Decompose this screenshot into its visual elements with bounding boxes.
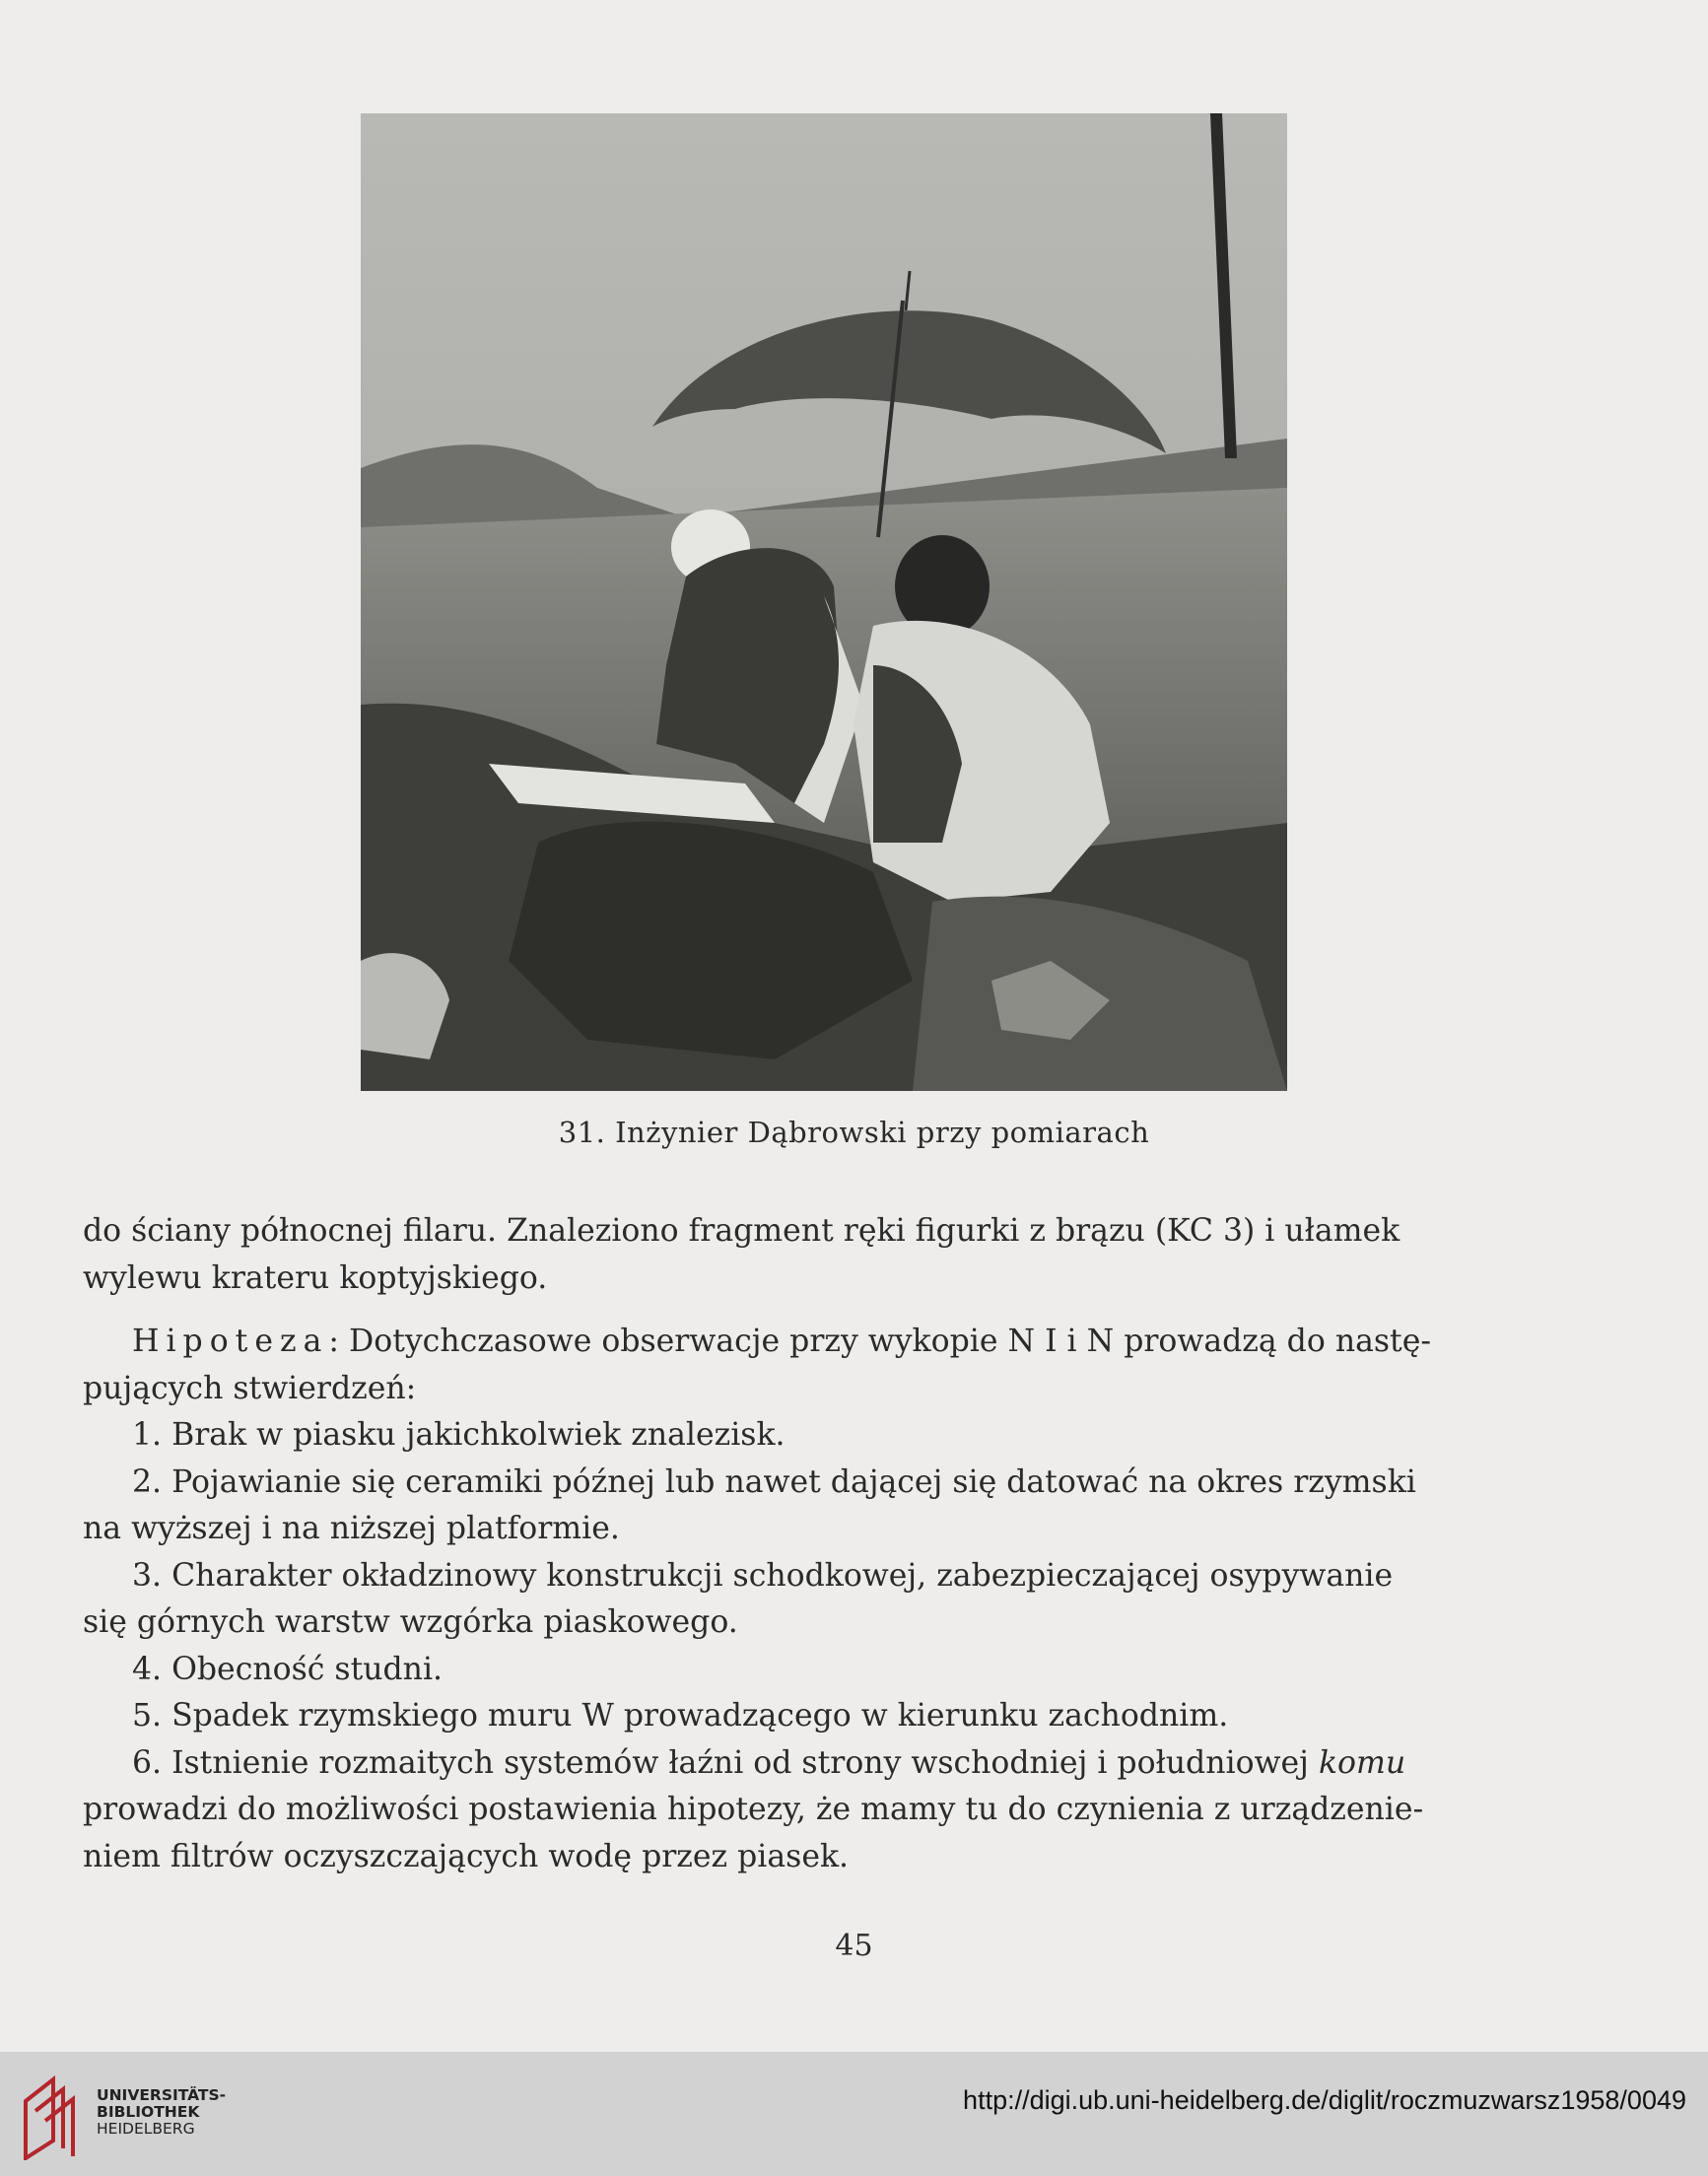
source-url-link[interactable]: http://digi.ub.uni-heidelberg.de/diglit/roczmuzwarsz1958/0049 <box>963 2085 1686 2115</box>
list-item: 3. Charakter okładzinowy konstrukcji schodkowej, zabezpieczającej osypywanie <box>132 1557 1394 1594</box>
photograph <box>361 113 1287 1091</box>
hypothesis-text: Dotychczasowe obserwacje przy wykopie N I i N prowadzą do nastę- <box>338 1324 1431 1359</box>
paragraph-line: pujących stwierdzeń: <box>83 1370 417 1406</box>
figure-caption: 31. Inżynier Dąbrowski przy pomiarach <box>558 1116 1150 1149</box>
body-text <box>83 1208 1581 1880</box>
list-item-continuation: na wyższej i na niższej platformie. <box>83 1511 620 1546</box>
list-item-continuation: niem filtrów oczyszczających wodę przez piasek. <box>83 1838 850 1874</box>
list-item: 4. Obecność studni. <box>132 1651 444 1687</box>
list-item: 5. Spadek rzymskiego muru W prowadzącego w kierunku zachodnim. <box>132 1698 1229 1734</box>
footer-bar <box>0 2052 1708 2176</box>
hypothesis-label: Hipoteza <box>132 1324 329 1359</box>
list-item-continuation: się górnych warstw wzgórka piaskowego. <box>83 1604 738 1640</box>
university-library-logo-icon <box>18 2072 83 2160</box>
library-name-line: BIBLIOTHEK <box>97 2103 200 2121</box>
hypothesis-colon: : <box>328 1324 339 1359</box>
page-number: 45 <box>835 1929 873 1963</box>
list-item: 1. Brak w piasku jakichkolwiek znalezisk. <box>132 1417 786 1453</box>
paragraph-line: wylewu krateru koptyjskiego. <box>83 1259 548 1296</box>
library-name <box>97 2087 226 2138</box>
list-item-text: 6. Istnienie rozmaitych systemów łaźni od strony wschodniej i południowej <box>132 1744 1319 1781</box>
list-item-continuation: prowadzi do możliwości postawienia hipotezy, że mamy tu do czynienia z urządzenie- <box>83 1792 1424 1827</box>
hypothesis-paragraph <box>83 1319 1581 1366</box>
paragraph-line: do ściany północnej filaru. Znaleziono fragment ręki figurki z brązu (KC 3) i ułamek <box>83 1213 1401 1249</box>
italic-word: komu <box>1318 1744 1406 1781</box>
library-name-line: UNIVERSITÄTS- <box>97 2086 227 2104</box>
list-item <box>83 1740 1581 1788</box>
library-name-line: HEIDELBERG <box>97 2120 195 2138</box>
photo-illustration <box>361 113 1287 1091</box>
list-item: 2. Pojawianie się ceramiki późnej lub nawet dającej się datować na okres rzymski <box>132 1463 1416 1500</box>
